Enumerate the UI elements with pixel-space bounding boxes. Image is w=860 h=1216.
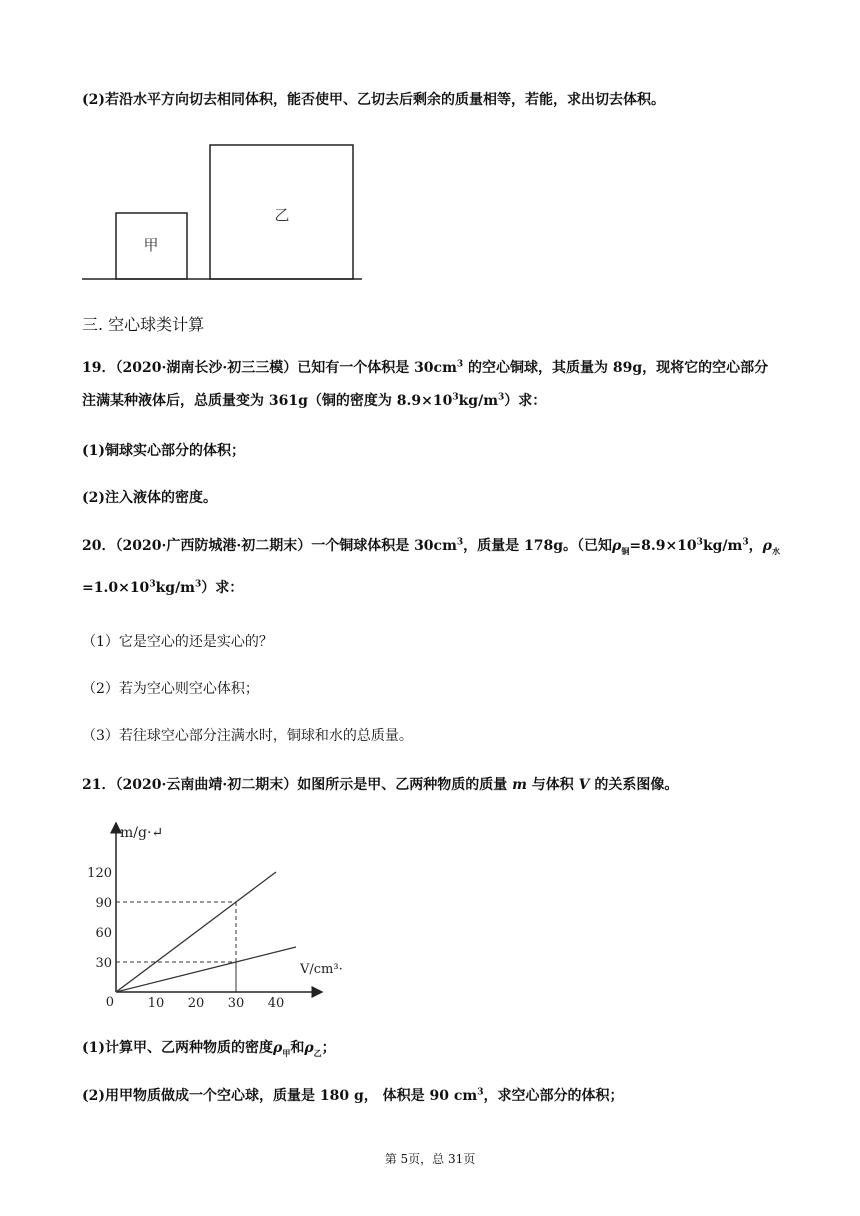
x-tick-label: 40 [267, 996, 285, 1011]
section-heading: 三. 空心球类计算 [82, 315, 205, 334]
x-tick-label: 30 [227, 996, 245, 1011]
q21-line1: 21．（2020·云南曲靖·初二期末）如图所示是甲、乙两种物质的质量 m 与体积 V 的关系图像。 [82, 777, 679, 793]
q20-part2: （2）若为空心则空心体积； [82, 681, 259, 697]
q18-part2-text: (2)若沿水平方向切去相同体积，能否使甲、乙切去后剩余的质量相等，若能，求出切去体积。 [82, 92, 665, 108]
q20-number: 20． [82, 538, 116, 554]
y-tick-label: 120 [87, 866, 112, 881]
series-line-1 [116, 947, 296, 992]
y-tick-label: 60 [95, 926, 112, 941]
x-axis-label: V/cm³· [300, 962, 343, 977]
block-jia-label: 甲 [143, 236, 159, 254]
q19-part2: (2)注入液体的密度。 [82, 490, 217, 506]
y-tick-label: 30 [95, 956, 112, 971]
block-yi-label: 乙 [274, 206, 290, 224]
q21-number: 21． [82, 777, 116, 793]
q20-part1: （1）它是空心的还是实心的？ [82, 634, 273, 650]
mass-volume-chart [80, 815, 370, 1015]
page-footer: 第 5页，总 31页 [384, 1152, 476, 1166]
x-tick-label: 10 [147, 996, 165, 1011]
q19-part1: (1)铜球实心部分的体积； [82, 443, 245, 459]
q19-line1: 19．（2020·湖南长沙·初三三模）已知有一个体积是 $30cm^3$ 的空心铜球，其质量为 89g，现将它的空心部分 [82, 359, 769, 376]
blocks-figure [80, 140, 370, 285]
q20-line1: 20．（2020·广西防城港·初二期末）一个铜球体积是 $30cm^3$，质量是 178g。（已知$\rho_铜=8.9\times 10^3kg/m^3$，$\rho_水$ [82, 537, 780, 556]
q19-line2: 注满某种液体后，总质量变为 361g（铜的密度为 $8.9\times 10^3kg/m^3$）求： [82, 392, 547, 409]
q20-line2: $=1.0\times 10^3kg/m^3$）求： [82, 579, 244, 596]
q21-part1: (1)计算甲、乙两种物质的密度$\rho_甲$和$\rho_乙$； [82, 1040, 336, 1058]
y-axis-label: m/g·↵ [120, 825, 164, 841]
q20-part3: （3）若往球空心部分注满水时，铜球和水的总质量。 [82, 728, 413, 744]
y-tick-label: 0 [105, 995, 114, 1010]
q21-part2: (2)用甲物质做成一个空心球，质量是 180 g， 体积是 90 $cm^3$，求空心部分的体积； [82, 1087, 624, 1104]
x-tick-label: 20 [187, 996, 205, 1011]
q19-number: 19． [82, 360, 116, 376]
series-line-0 [116, 872, 276, 992]
y-tick-label: 90 [95, 896, 112, 911]
